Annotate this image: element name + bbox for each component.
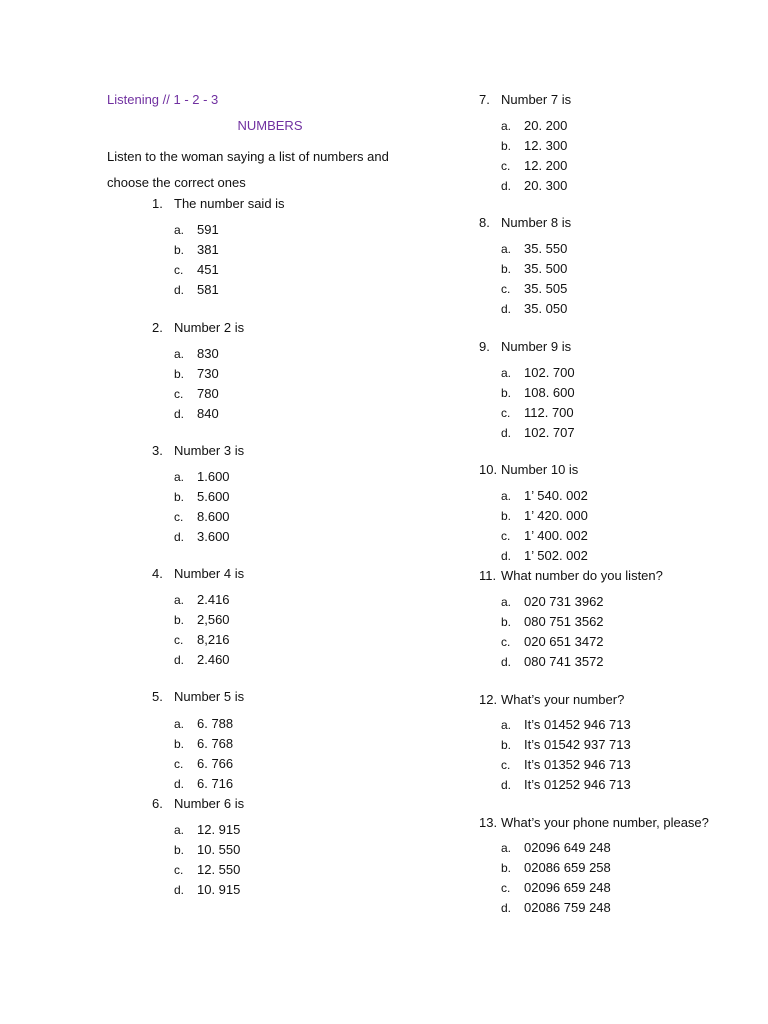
option-letter: d.: [174, 407, 185, 421]
question-6: [152, 796, 244, 811]
option-letter: a.: [174, 223, 185, 237]
option-value: 020 651 3472: [524, 634, 604, 649]
answer-option[interactable]: [501, 365, 575, 380]
answer-option[interactable]: [501, 508, 588, 523]
answer-option[interactable]: [174, 386, 219, 401]
option-value: 02096 649 248: [524, 840, 611, 855]
answer-option[interactable]: [501, 900, 611, 915]
question-9: [479, 339, 571, 354]
option-letter: c.: [501, 635, 511, 649]
answer-option[interactable]: [501, 385, 575, 400]
option-letter: d.: [501, 901, 512, 915]
answer-option[interactable]: [501, 138, 567, 153]
option-value: It’s 01252 946 713: [524, 777, 631, 792]
option-value: 1’ 420. 000: [524, 508, 588, 523]
answer-option[interactable]: [501, 528, 588, 543]
option-letter: c.: [174, 387, 184, 401]
answer-option[interactable]: [174, 736, 233, 751]
option-value: 830: [197, 346, 219, 361]
option-value: 2,560: [197, 612, 230, 627]
option-value: It’s 01542 937 713: [524, 737, 631, 752]
option-letter: c.: [501, 282, 511, 296]
worksheet-heading: Listening // 1 - 2 - 3: [107, 92, 219, 107]
option-value: 8,216: [197, 632, 230, 647]
option-letter: b.: [174, 843, 185, 857]
question-1: [152, 196, 285, 211]
answer-option[interactable]: [501, 548, 588, 563]
option-letter: d.: [501, 302, 512, 316]
question-text: Number 10 is: [501, 462, 579, 477]
option-letter: d.: [174, 530, 185, 544]
option-letter: b.: [174, 613, 185, 627]
answer-option[interactable]: [174, 529, 230, 544]
option-letter: a.: [174, 823, 185, 837]
option-value: 108. 600: [524, 385, 575, 400]
question-number: 1.: [152, 196, 163, 211]
answer-option[interactable]: [174, 282, 219, 297]
question-10: [479, 462, 578, 477]
option-letter: d.: [501, 549, 512, 563]
question-3: [152, 443, 244, 458]
answer-option[interactable]: [501, 241, 567, 256]
answer-option[interactable]: [174, 842, 240, 857]
option-value: 581: [197, 282, 219, 297]
answer-option[interactable]: [501, 840, 611, 855]
option-letter: d.: [174, 653, 185, 667]
question-text: Number 7 is: [501, 92, 572, 107]
option-value: 12. 550: [197, 862, 241, 877]
option-letter: c.: [174, 757, 184, 771]
option-letter: c.: [501, 758, 511, 772]
answer-option[interactable]: [174, 756, 233, 771]
question-text: Number 9 is: [501, 339, 572, 354]
option-value: 1’ 540. 002: [524, 488, 588, 503]
option-value: 1’ 400. 002: [524, 528, 588, 543]
option-letter: c.: [174, 633, 184, 647]
question-number: 5.: [152, 689, 163, 704]
answer-option[interactable]: [501, 717, 631, 732]
worksheet-title: NUMBERS: [237, 118, 303, 133]
option-value: 112. 700: [524, 405, 574, 420]
option-value: 3.600: [197, 529, 230, 544]
answer-option[interactable]: [501, 301, 567, 316]
option-value: 840: [197, 406, 219, 421]
option-letter: d.: [501, 655, 512, 669]
question-number: 6.: [152, 796, 163, 811]
answer-option[interactable]: [174, 652, 230, 667]
option-letter: a.: [501, 718, 512, 732]
question-text: Number 2 is: [174, 320, 245, 335]
question-4: [152, 566, 244, 581]
option-value: 2.416: [197, 592, 230, 607]
option-letter: d.: [501, 426, 512, 440]
option-value: 6. 768: [197, 736, 234, 751]
option-value: It’s 01452 946 713: [524, 717, 631, 732]
question-text: Number 3 is: [174, 443, 245, 458]
option-letter: c.: [501, 529, 511, 543]
option-value: 2.460: [197, 652, 230, 667]
question-text: What number do you listen?: [501, 568, 663, 583]
option-value: 20. 300: [524, 178, 568, 193]
option-letter: b.: [501, 386, 512, 400]
option-letter: a.: [174, 470, 185, 484]
question-number: 13.: [479, 815, 498, 830]
option-value: 102. 700: [524, 365, 575, 380]
answer-option[interactable]: [174, 612, 230, 627]
option-letter: c.: [174, 510, 184, 524]
option-letter: b.: [174, 737, 185, 751]
option-letter: c.: [174, 863, 184, 877]
question-text: Number 4 is: [174, 566, 245, 581]
answer-option[interactable]: [174, 366, 219, 381]
option-letter: d.: [174, 883, 185, 897]
answer-option[interactable]: [174, 222, 219, 237]
answer-option[interactable]: [501, 594, 604, 609]
answer-option[interactable]: [501, 614, 604, 629]
option-value: 020 731 3962: [524, 594, 604, 609]
option-letter: c.: [174, 263, 184, 277]
question-text: What’s your phone number, please?: [501, 815, 709, 830]
answer-option[interactable]: [501, 261, 567, 276]
option-value: 1.600: [197, 469, 230, 484]
option-letter: b.: [174, 243, 185, 257]
answer-option[interactable]: [174, 489, 230, 504]
option-letter: a.: [501, 366, 512, 380]
answer-option[interactable]: [501, 281, 567, 296]
question-12: [479, 692, 624, 707]
answer-option[interactable]: [501, 178, 567, 193]
option-letter: a.: [174, 717, 185, 731]
option-letter: d.: [174, 283, 185, 297]
answer-option[interactable]: [501, 405, 574, 420]
question-7: [479, 92, 571, 107]
option-value: 12. 200: [524, 158, 568, 173]
question-text: Number 6 is: [174, 796, 245, 811]
answer-option[interactable]: [501, 425, 575, 440]
answer-option[interactable]: [174, 406, 219, 421]
answer-option[interactable]: [174, 716, 233, 731]
option-value: 5.600: [197, 489, 230, 504]
question-number: 4.: [152, 566, 163, 581]
option-letter: d.: [501, 778, 512, 792]
option-value: 12. 915: [197, 822, 241, 837]
option-value: 080 751 3562: [524, 614, 604, 629]
option-letter: b.: [174, 490, 185, 504]
question-number: 12.: [479, 692, 498, 707]
option-value: 451: [197, 262, 219, 277]
answer-option[interactable]: [501, 757, 631, 772]
option-letter: b.: [501, 615, 512, 629]
option-letter: a.: [174, 347, 185, 361]
option-letter: b.: [501, 738, 512, 752]
option-letter: b.: [501, 861, 512, 875]
question-text: What’s your number?: [501, 692, 625, 707]
question-13: [479, 815, 709, 830]
option-letter: a.: [501, 595, 512, 609]
option-value: 080 741 3572: [524, 654, 604, 669]
option-letter: b.: [501, 262, 512, 276]
option-letter: c.: [501, 881, 511, 895]
option-value: 20. 200: [524, 118, 568, 133]
option-value: It’s 01352 946 713: [524, 757, 631, 772]
answer-option[interactable]: [174, 822, 240, 837]
option-value: 10. 915: [197, 882, 241, 897]
option-value: 35. 505: [524, 281, 568, 296]
option-value: 6. 788: [197, 716, 234, 731]
answer-option[interactable]: [174, 469, 230, 484]
option-value: 02086 659 258: [524, 860, 611, 875]
option-letter: a.: [501, 489, 512, 503]
question-text: The number said is: [174, 196, 285, 211]
answer-option[interactable]: [501, 880, 611, 895]
answer-option[interactable]: [174, 346, 219, 361]
option-value: 12. 300: [524, 138, 568, 153]
option-value: 8.600: [197, 509, 230, 524]
option-value: 02096 659 248: [524, 880, 611, 895]
option-letter: c.: [501, 406, 511, 420]
question-5: [152, 689, 244, 704]
answer-option[interactable]: [174, 262, 219, 277]
option-letter: a.: [501, 242, 512, 256]
option-value: 102. 707: [524, 425, 575, 440]
option-value: 35. 500: [524, 261, 568, 276]
question-text: Number 5 is: [174, 689, 245, 704]
option-letter: b.: [501, 139, 512, 153]
answer-option[interactable]: [501, 737, 631, 752]
option-value: 35. 050: [524, 301, 568, 316]
answer-option[interactable]: [501, 488, 588, 503]
option-value: 1’ 502. 002: [524, 548, 588, 563]
option-value: 730: [197, 366, 219, 381]
question-number: 3.: [152, 443, 163, 458]
option-value: 381: [197, 242, 219, 257]
question-number: 10.: [479, 462, 498, 477]
option-value: 02086 759 248: [524, 900, 611, 915]
option-letter: b.: [174, 367, 185, 381]
option-value: 35. 550: [524, 241, 568, 256]
answer-option[interactable]: [174, 242, 219, 257]
option-letter: c.: [501, 159, 511, 173]
option-value: 591: [197, 222, 219, 237]
question-2: [152, 320, 244, 335]
option-letter: d.: [174, 777, 185, 791]
answer-option[interactable]: [501, 158, 567, 173]
question-number: 9.: [479, 339, 490, 354]
answer-option[interactable]: [501, 118, 567, 133]
answer-option[interactable]: [174, 592, 230, 607]
option-letter: d.: [501, 179, 512, 193]
option-letter: a.: [501, 119, 512, 133]
option-value: 6. 716: [197, 776, 234, 791]
answer-option[interactable]: [501, 860, 611, 875]
option-value: 10. 550: [197, 842, 241, 857]
question-number: 8.: [479, 215, 490, 230]
question-number: 7.: [479, 92, 490, 107]
option-letter: b.: [501, 509, 512, 523]
option-letter: a.: [501, 841, 512, 855]
question-number: 11.: [479, 568, 497, 583]
answer-option[interactable]: [174, 509, 230, 524]
answer-option[interactable]: [174, 776, 233, 791]
option-value: 780: [197, 386, 219, 401]
answer-option[interactable]: [174, 862, 240, 877]
answer-option[interactable]: [501, 634, 604, 649]
option-value: 6. 766: [197, 756, 234, 771]
answer-option[interactable]: [501, 777, 631, 792]
option-letter: a.: [174, 593, 185, 607]
question-text: Number 8 is: [501, 215, 572, 230]
answer-option[interactable]: [501, 654, 604, 669]
question-number: 2.: [152, 320, 163, 335]
instructions-text: Listen to the woman saying a list of numbers and choose the correct ones: [107, 149, 389, 190]
question-8: [479, 215, 571, 230]
question-11: [479, 568, 663, 583]
answer-option[interactable]: [174, 632, 230, 647]
answer-option[interactable]: [174, 882, 240, 897]
